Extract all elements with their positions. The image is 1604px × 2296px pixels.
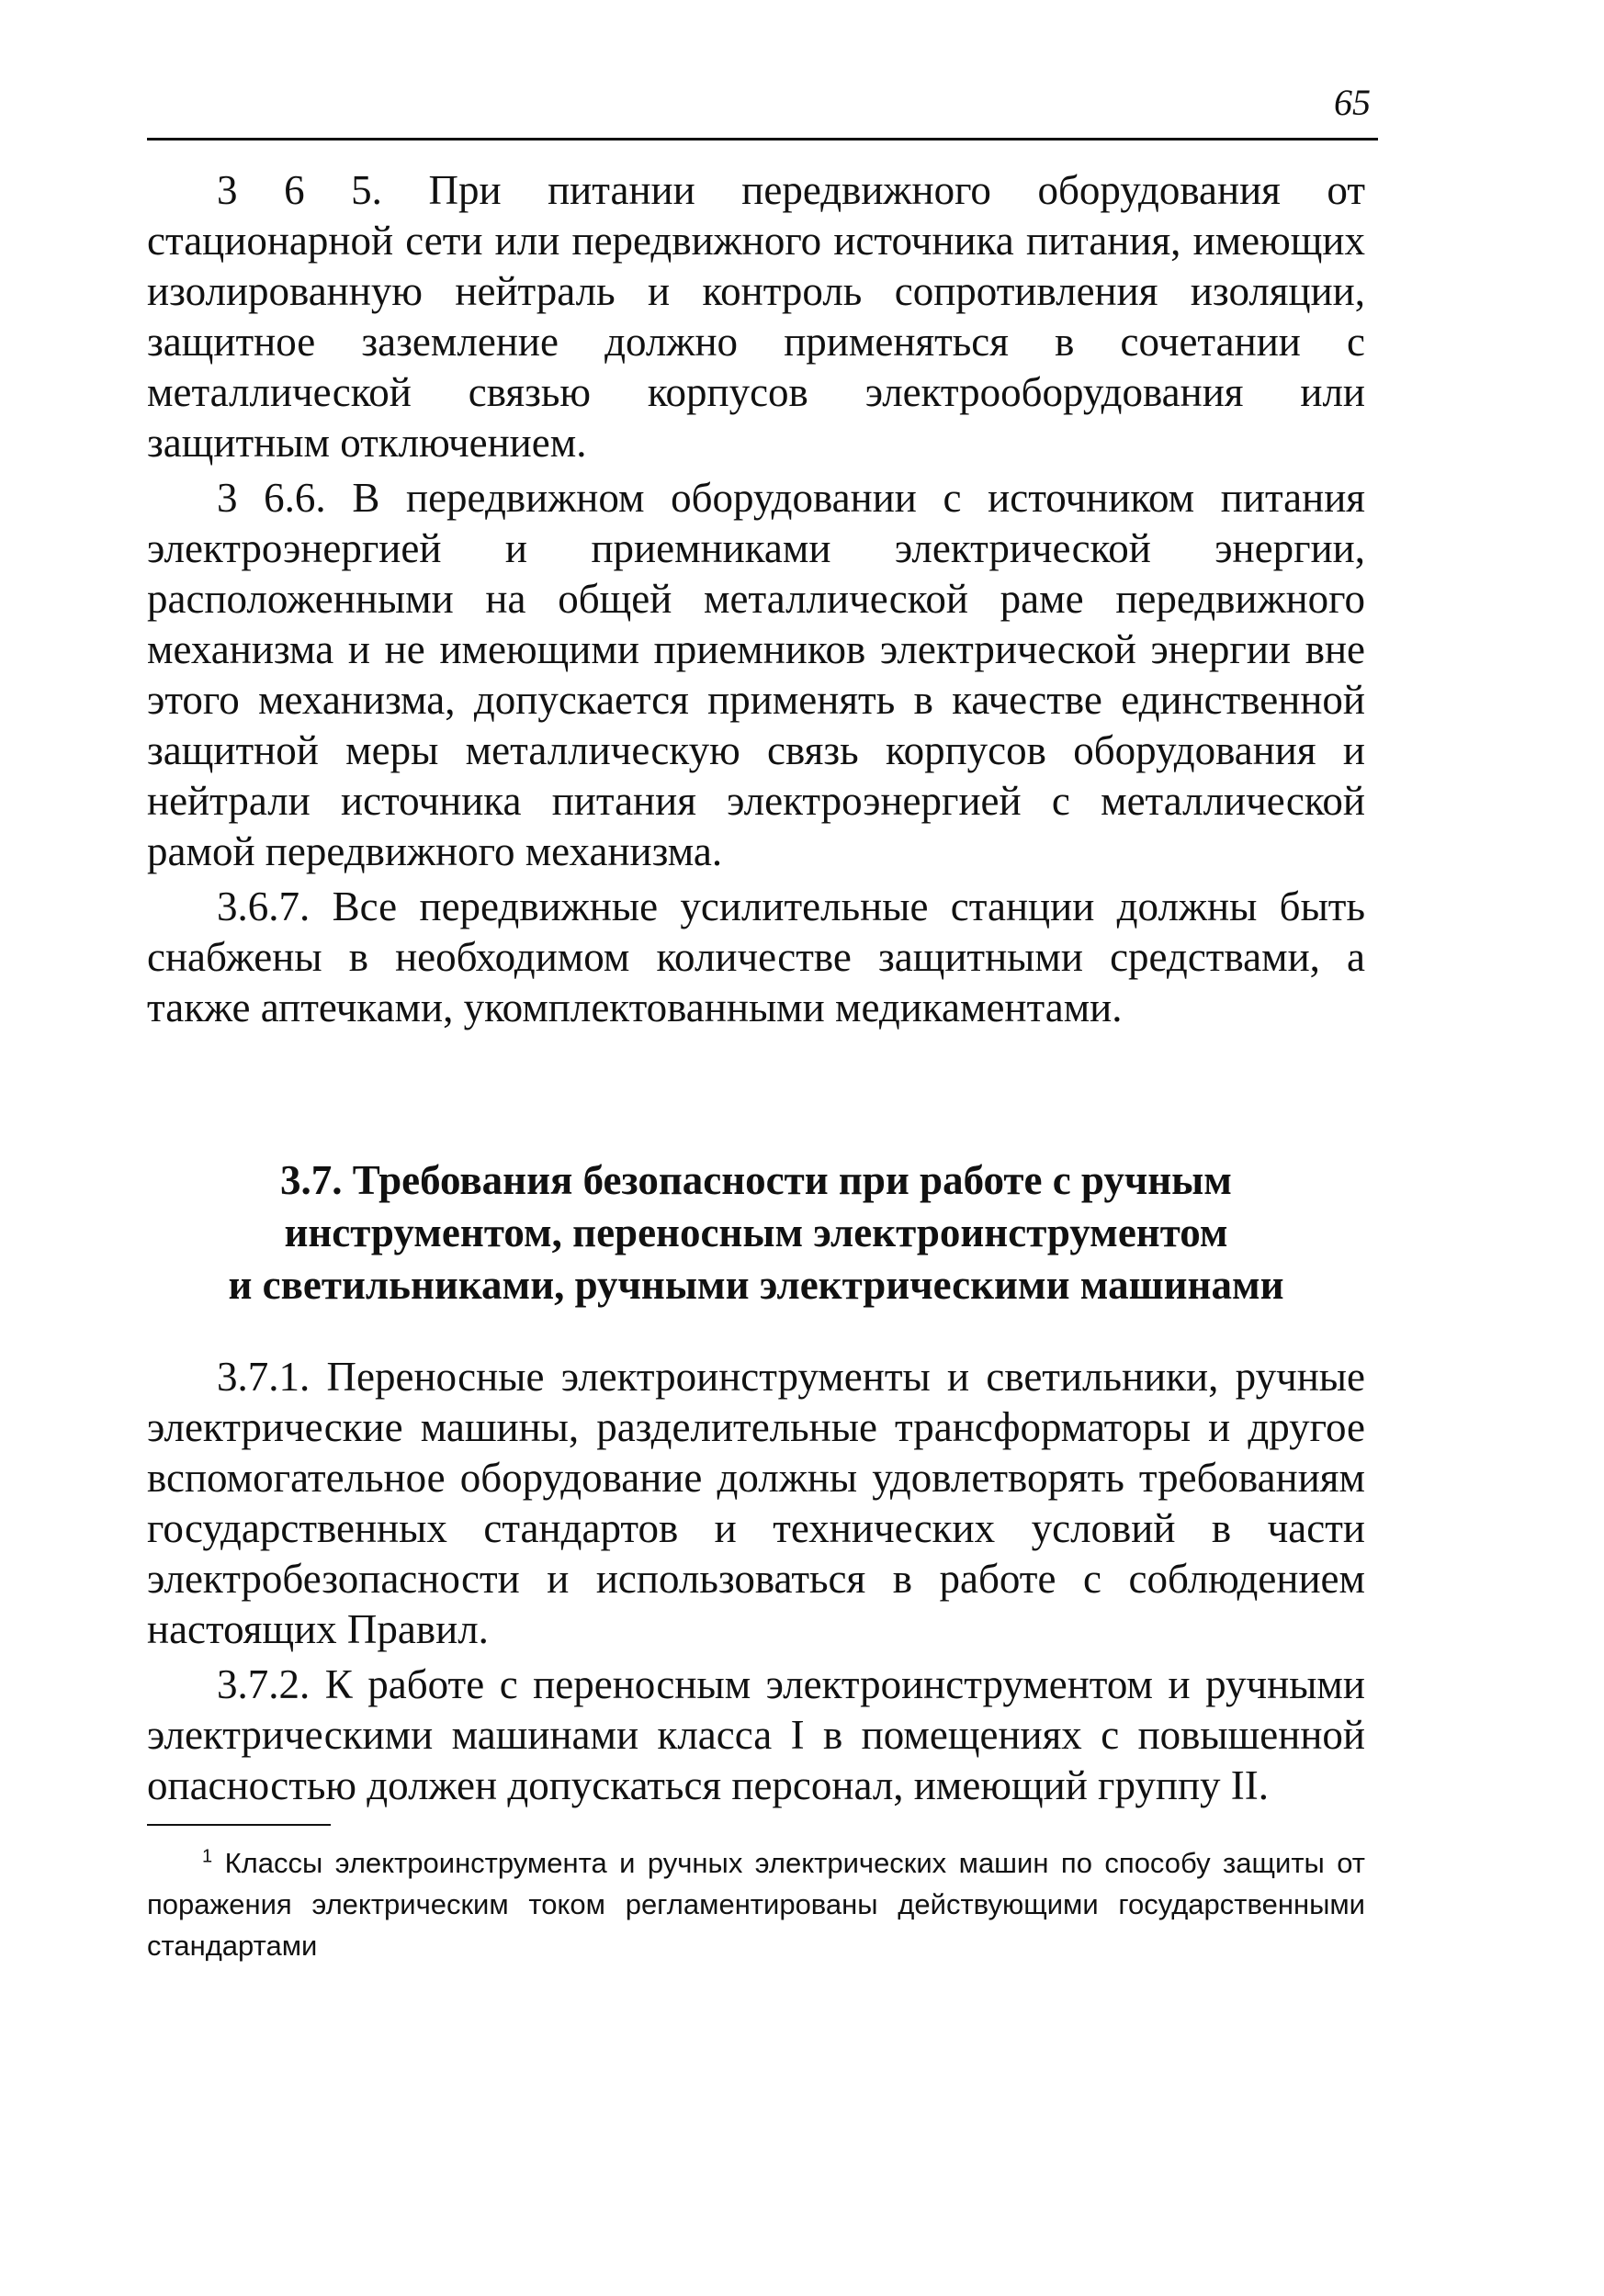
footnote xyxy=(147,1842,1365,1966)
section-heading-line-2: инструментом, переносным электроинструментом xyxy=(284,1210,1228,1255)
page-number: 65 xyxy=(1334,82,1371,123)
paragraph-3-6-7: 3.6.7. Все передвижные усилительные станции должны быть снабжены в необходимом количестве защитными средствами, а также аптечками, укомплектованными медикаментами. xyxy=(147,884,1365,1030)
paragraph-3-6-5: 3 6 5. При питании передвижного оборудования от стационарной сети или передвижного источника питания, имеющих изолированную нейтраль и контроль сопротивления изоляции, защитное заземление должно применяться в сочетании с металлической связью корпусов электрооборудования или защитным отключением. xyxy=(147,167,1365,466)
section-heading-line-3: и светильниками, ручными электрическими машинами xyxy=(228,1262,1284,1308)
paragraph-3-7-1: 3.7.1. Переносные электроинструменты и светильники, ручные электрические машины, разделительные трансформаторы и другое вспомогательное оборудование должны удовлетворять требованиям государственных стандартов и технических условий в части электробезопасности и использоваться в работе с соблюдением настоящих Правил. xyxy=(147,1354,1365,1652)
header-rule xyxy=(147,138,1378,141)
paragraph-3-7-2: 3.7.2. К работе с переносным электроинструментом и ручными электрическими машинами класса I в помещениях с повышенной опасностью должен допускаться персонал, имеющий группу II. xyxy=(147,1661,1365,1808)
footnote-marker: 1 xyxy=(202,1846,213,1867)
page-body xyxy=(147,165,1365,1811)
footnote-text: Классы электроинструмента и ручных электрических машин по способу защиты от поражения электрическим током регламентированы действующими государственными стандартами xyxy=(147,1847,1365,1962)
footnote-rule xyxy=(147,1824,331,1826)
section-heading-3-7 xyxy=(147,1154,1365,1311)
section-heading-line-1: 3.7. Требования безопасности при работе с ручным xyxy=(280,1157,1232,1203)
paragraph-3-6-6: 3 6.6. В передвижном оборудовании с источником питания электроэнергией и приемниками электрической энергии, расположенными на общей металлической раме передвижного механизма и не имеющими приемников электрической энергии вне этого механизма, допускается применять в качестве единственной защитной меры металлическую связь корпусов оборудования и нейтрали источника питания электроэнергией с металлической рамой передвижного механизма. xyxy=(147,475,1365,874)
